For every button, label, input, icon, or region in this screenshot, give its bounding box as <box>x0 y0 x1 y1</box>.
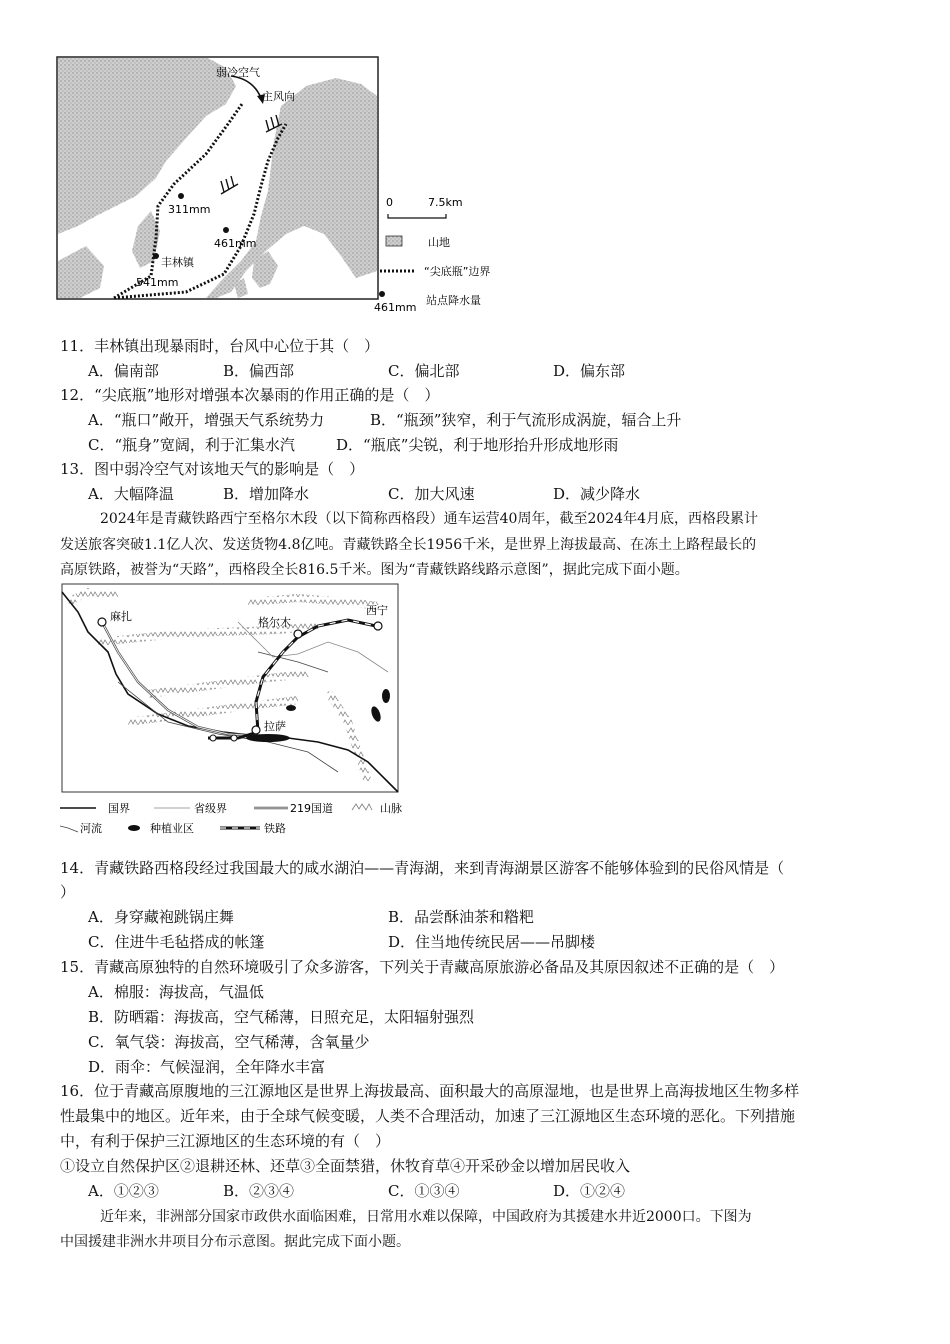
passage2-line1: 2024年是青藏铁路西宁至格尔木段（以下简称西格段）通车运营40周年，截至2024年4月底，西格段累计 <box>100 511 758 527</box>
q16-items: ①设立自然保护区②退耕还林、还草③全面禁猎，休牧育草④开采砂金以增加居民收入 <box>60 1157 631 1175</box>
city-xining-label: 西宁 <box>366 604 388 617</box>
q13-option-c[interactable]: C．加大风速 <box>388 485 475 503</box>
q15-option-a[interactable]: A．棉服：海拔高，气温低 <box>88 983 264 1001</box>
q16-stem-line1: 16．位于青藏高原腹地的三江源地区是世界上海拔最高、面积最大的高原湿地，也是世界上高海拔地区生物多样 <box>60 1082 800 1100</box>
fenglin-town-label: 丰林镇 <box>161 256 194 269</box>
q16-stem-line2: 性最集中的地区。近年来，由于全球气候变暖，人类不合理活动，加速了三江源地区生态环境的恶化。下列措施 <box>60 1107 796 1125</box>
q15-option-b[interactable]: B．防晒霜：海拔高，空气稀薄，日照充足，太阳辐射强烈 <box>88 1008 475 1026</box>
city-maza-marker <box>98 618 106 626</box>
typhoon-rain-map <box>56 56 496 318</box>
farm-area-east <box>382 689 390 703</box>
legend-station-dot <box>379 291 385 297</box>
q13-option-b[interactable]: B．增加降水 <box>223 485 310 503</box>
passage2-line3: 高原铁路，被誉为“天路”，西格段全长816.5千米。图为“青藏铁路线路示意图”，据此完成下面小题。 <box>60 562 689 578</box>
q11-option-c[interactable]: C．偏北部 <box>388 362 460 380</box>
q12-option-a[interactable]: A．“瓶口”敞开，增强天气系统势力 <box>88 411 325 429</box>
cold-air-label: 弱冷空气 <box>216 66 260 79</box>
legend-mountain-label: 山地 <box>428 236 450 249</box>
city-maza-label: 麻扎 <box>110 610 132 623</box>
legend-farm-swatch <box>128 825 140 831</box>
q14-option-d[interactable]: D．住当地传统民居——吊脚楼 <box>388 933 596 951</box>
railway-map-figure <box>58 582 418 838</box>
station-541-label: 541mm <box>136 276 179 289</box>
scale-km: 7.5km <box>428 196 463 209</box>
scale-bar <box>388 214 446 218</box>
q15-stem: 15．青藏高原独特的自然环境吸引了众多游客，下列关于青藏高原旅游必备品及其原因叙述不正确的是（ ） <box>60 958 785 976</box>
farm-area-lhasa <box>246 734 290 742</box>
legend-station-label: 站点降水量 <box>426 294 481 307</box>
station-311-dot <box>178 193 184 199</box>
q12-stem: 12．“尖底瓶”地形对增强本次暴雨的作用正确的是（ ） <box>60 386 440 404</box>
legend-mountain-swatch <box>386 236 402 246</box>
legend-river-swatch <box>60 826 78 832</box>
q13-option-a[interactable]: A．大幅降温 <box>88 485 174 503</box>
city-golmud-label: 格尔木 <box>258 616 291 629</box>
legend-border-label: 国界 <box>108 802 130 815</box>
legend-station-value: 461mm <box>374 301 417 314</box>
farm-area-nyingchi <box>286 705 296 711</box>
q14-option-c[interactable]: C．住进牛毛毡搭成的帐篷 <box>88 933 265 951</box>
station-311-label: 311mm <box>168 203 211 216</box>
legend-river-label: 河流 <box>80 822 102 835</box>
q11-option-d[interactable]: D．偏东部 <box>553 362 626 380</box>
legend-rail-label: 铁路 <box>264 822 286 835</box>
fenglin-town-dot <box>153 253 159 259</box>
legend-boundary-label: “尖底瓶”边界 <box>424 265 491 278</box>
q12-option-c[interactable]: C．“瓶身”宽阔，利于汇集水汽 <box>88 436 295 454</box>
q12-option-d[interactable]: D．“瓶底”尖锐，利于地形抬升形成地形雨 <box>336 436 619 454</box>
legend-highway-label: 219国道 <box>290 802 333 815</box>
legend-province-label: 省级界 <box>194 802 227 815</box>
q11-stem: 11．丰林镇出现暴雨时，台风中心位于其（ ） <box>60 337 380 355</box>
legend-mountain-label: 山脉 <box>380 802 402 815</box>
station-marker-1 <box>210 735 216 741</box>
legend-farm-label: 种植业区 <box>150 822 194 835</box>
passage2-line2: 发送旅客突破1.1亿人次、发送货物4.8亿吨。青藏铁路全长1956千米，是世界上海拔最高、在冻土上路程最长的 <box>60 537 757 553</box>
city-lhasa-label: 拉萨 <box>264 720 286 733</box>
city-golmud-marker <box>294 630 302 638</box>
q15-option-c[interactable]: C．氧气袋：海拔高，空气稀薄，含氧量少 <box>88 1033 370 1051</box>
q15-option-d[interactable]: D．雨伞：气候湿润，全年降水丰富 <box>88 1058 326 1076</box>
q16-stem-line3: 中，有利于保护三江源地区的生态环境的有（ ） <box>60 1132 391 1150</box>
city-lhasa-marker <box>252 726 260 734</box>
passage3-line2: 中国援建非洲水井项目分布示意图。据此完成下面小题。 <box>60 1234 410 1250</box>
q14-option-a[interactable]: A．身穿藏袍跳锅庄舞 <box>88 908 234 926</box>
station-461-label: 461mm <box>214 237 257 250</box>
q16-option-d[interactable]: D．①②④ <box>553 1182 626 1200</box>
q16-option-c[interactable]: C．①③④ <box>388 1182 460 1200</box>
q16-option-b[interactable]: B．②③④ <box>223 1182 295 1200</box>
station-marker-2 <box>231 735 237 741</box>
q14-stem-line2: ） <box>60 883 76 901</box>
q12-option-b[interactable]: B．“瓶颈”狭窄，利于气流形成涡旋，辐合上升 <box>370 411 682 429</box>
station-461-dot <box>223 227 229 233</box>
q14-stem-line1: 14．青藏铁路西格段经过我国最大的咸水湖泊——青海湖，来到青海湖景区游客不能够体验到的民俗风情是（ <box>60 859 785 877</box>
city-xining-marker <box>374 622 382 630</box>
wind-direction-label: 主风向 <box>262 90 295 103</box>
q13-stem: 13．图中弱冷空气对该地天气的影响是（ ） <box>60 460 365 478</box>
legend-mountain-swatch <box>352 804 372 810</box>
q16-option-a[interactable]: A．①②③ <box>88 1182 159 1200</box>
q11-option-b[interactable]: B．偏西部 <box>223 362 295 380</box>
typhoon-rain-map-figure <box>56 56 496 318</box>
scale-zero: 0 <box>386 196 393 209</box>
q11-option-a[interactable]: A．偏南部 <box>88 362 159 380</box>
passage3-line1: 近年来，非洲部分国家市政供水面临困难，日常用水难以保障，中国政府为其援建水井近2000口。下图为 <box>100 1209 752 1225</box>
q13-option-d[interactable]: D．减少降水 <box>553 485 641 503</box>
q14-option-b[interactable]: B．品尝酥油茶和糌粑 <box>388 908 535 926</box>
qinghai-tibet-railway-map <box>58 582 418 838</box>
